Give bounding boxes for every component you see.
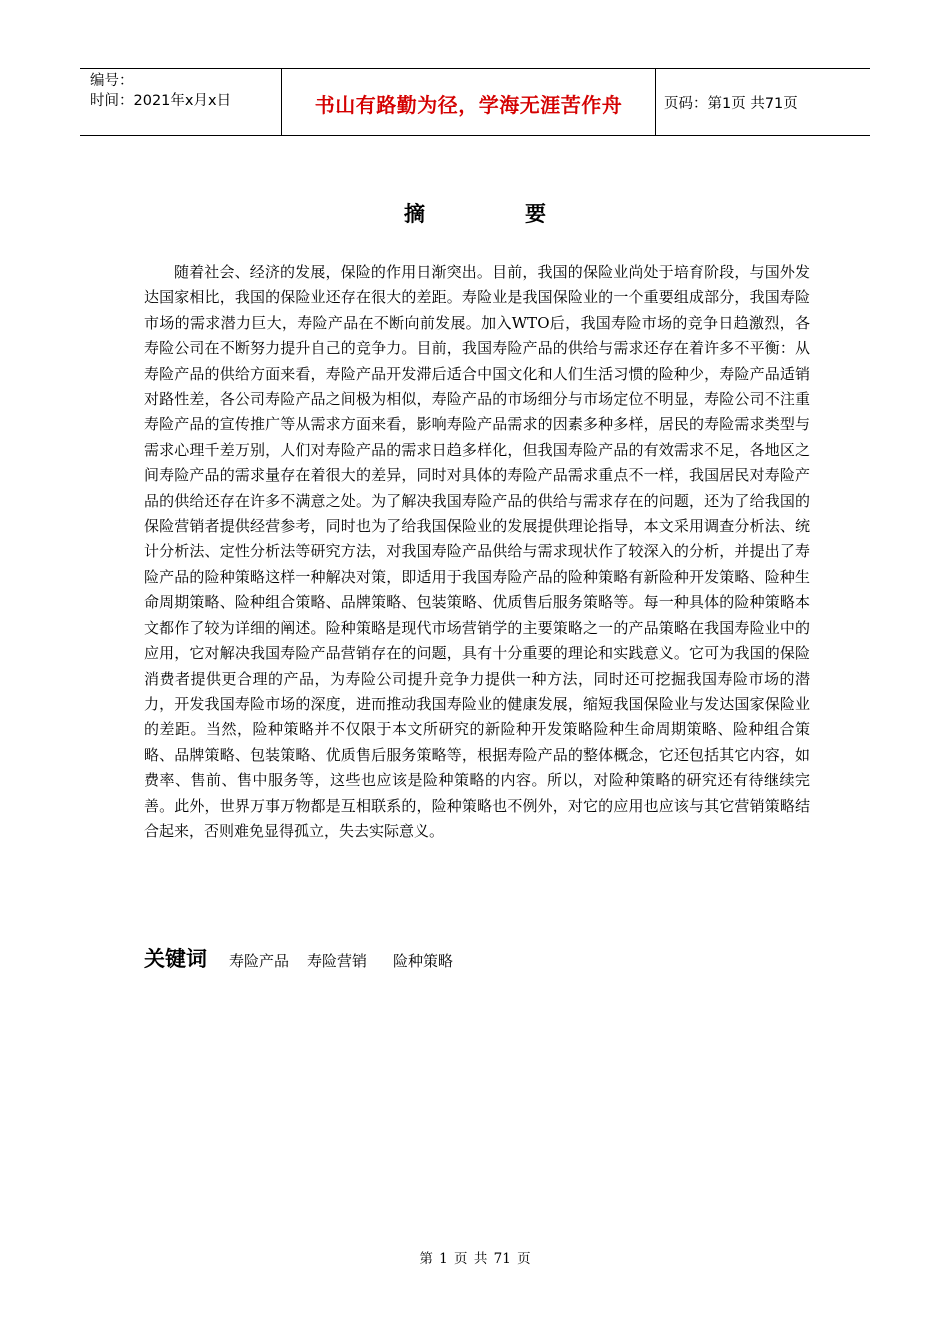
header-motto: 书山有路勤为径，学海无涯苦作舟 — [314, 92, 623, 117]
header-page-cell — [656, 69, 870, 135]
keyword-item: 寿险营销 — [307, 952, 368, 970]
document-time-label: 时间：2021年x月x日 — [90, 93, 232, 109]
keyword-item: 险种策略 — [393, 952, 454, 970]
abstract-title — [0, 198, 950, 228]
footer-page-number: 第 1 页 共 71 页 — [419, 1251, 531, 1267]
abstract-body: 随着社会、经济的发展，保险的作用日渐突出。目前，我国的保险业尚处于培育阶段，与国外发达国家相比，我国的保险业还存在很大的差距。寿险业是我国保险业的一个重要组成部分，我国寿险市场的需求潜力巨大，寿险产品在不断向前发展。加入WTO后，我国寿险市场的竞争日趋激烈，各寿险公司在不断努力提升自己的竞争力。目前，我国寿险产品的供给与需求还存在着许多不平衡：从寿险产品的供给方面来看，寿险产品开发滞后适合中国文化和人们生活习惯的险种少，寿险产品适销对路性差，各公司寿险产品之间极为相似，寿险产品的市场细分与市场定位不明显，寿险公司不注重寿险产品的宣传推广等从需求方面来看，影响寿险产品需求的因素多种多样，居民的寿险需求类型与需求心理千差万别，人们对寿险产品的需求日趋多样化，但我国寿险产品的有效需求不足，各地区之间寿险产品的需求量存在着很大的差异，同时对具体的寿险产品需求重点不一样，我国居民对寿险产品的供给还存在许多不满意之处。为了解决我国寿险产品的供给与需求存在的问题，还为了给我国的保险营销者提供经营参考，同时也为了给我国保险业的发展提供理论指导，本文采用调查分析法、统计分析法、定性分析法等研究方法，对我国寿险产品供给与需求现状作了较深入的分析，并提出了寿险产品的险种策略这样一种解决对策，即适用于我国寿险产品的险种策略有新险种开发策略、险种生命周期策略、险种组合策略、品牌策略、包装策略、优质售后服务策略等。每一种具体的险种策略本文都作了较为详细的阐述。险种策略是现代市场营销学的主要策略之一的产品策略在我国寿险业中的应用，它对解决我国寿险产品营销存在的问题，具有十分重要的理论和实践意义。它可为我国的保险消费者提供更合理的产品，为寿险公司提升竞争力提供一种方法，同时还可挖掘我国寿险市场的潜力，开发我国寿险市场的深度，进而推动我国寿险业的健康发展，缩短我国保险业与发达国家保险业的差距。当然，险种策略并不仅限于本文所研究的新险种开发策略险种生命周期策略、险种组合策略、品牌策略、包装策略、优质售后服务策略等，根据寿险产品的整体概念，它还包括其它内容，如费率、售前、售中服务等，这些也应该是险种策略的内容。所以，对险种策略的研究还有待继续完善。此外，世界万事万物都是互相联系的，险种策略也不例外，对它的应用也应该与其它营销策略结合起来，否则难免显得孤立，失去实际意义。 — [144, 263, 810, 840]
keywords-line — [144, 943, 471, 973]
header-page-info: 页码：第1页 共71页 — [664, 95, 798, 112]
keyword-item: 寿险产品 — [229, 952, 290, 970]
keywords-label: 关键词 — [144, 947, 207, 971]
header-meta-cell — [80, 69, 282, 135]
abstract-title-char-1: 摘 — [404, 202, 425, 226]
document-number-label: 编号： — [90, 73, 134, 89]
abstract-title-char-2: 要 — [525, 202, 546, 226]
header-motto-cell — [282, 69, 656, 135]
page-header — [80, 68, 870, 136]
page-footer — [0, 1247, 950, 1267]
